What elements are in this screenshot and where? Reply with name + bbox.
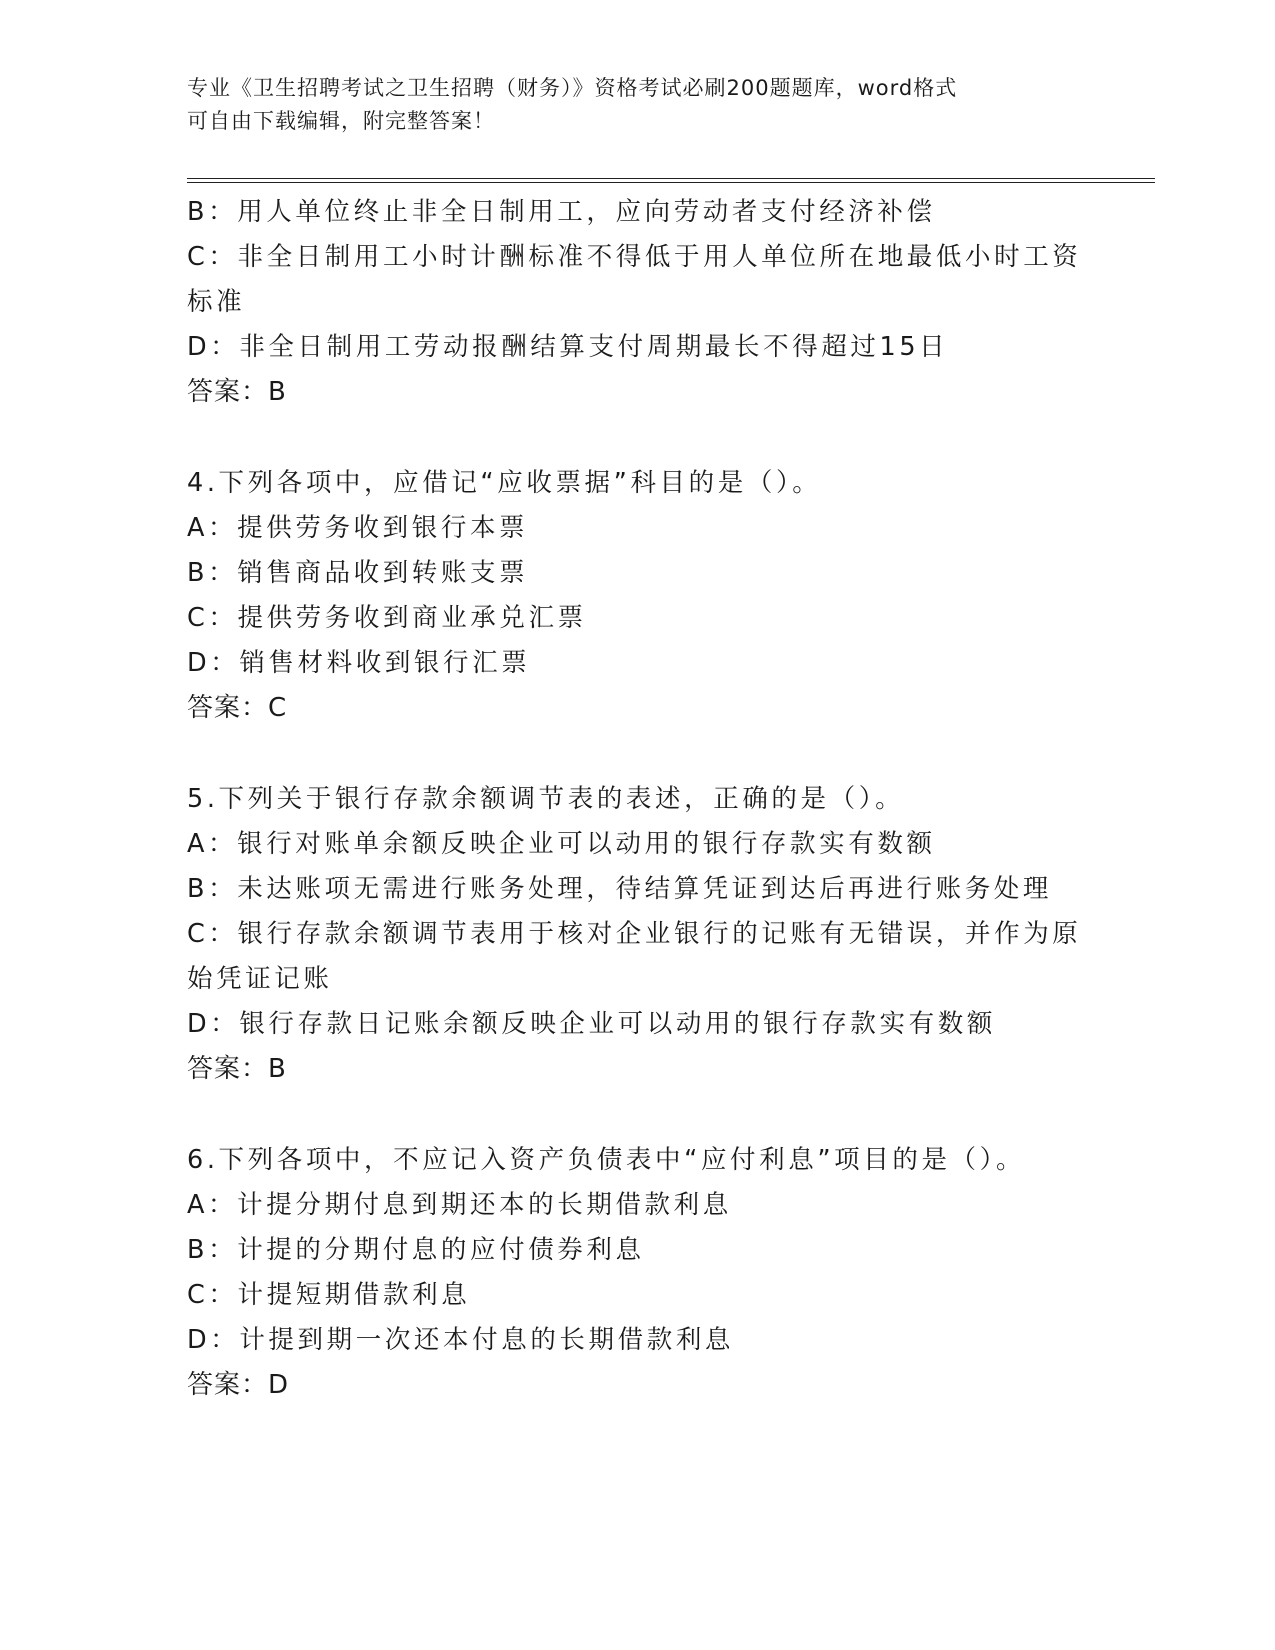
option-line: C：银行存款余额调节表用于核对企业银行的记账有无错误，并作为原 <box>187 919 1082 949</box>
question-stem: 6.下列各项中，不应记入资产负债表中“应付利息”项目的是（）。 <box>187 1145 1026 1175</box>
option-line: 标准 <box>187 287 246 317</box>
question-block-5 <box>187 777 1087 1092</box>
question-list <box>187 190 1087 1408</box>
question-stem: 5.下列关于银行存款余额调节表的表述，正确的是（）。 <box>187 784 905 814</box>
option-line: 始凭证记账 <box>187 964 333 994</box>
option-line: C：计提短期借款利息 <box>187 1280 471 1310</box>
option-line: A：银行对账单余额反映企业可以动用的银行存款实有数额 <box>187 829 936 859</box>
header-line-2: 可自由下载编辑，附完整答案！ <box>187 109 495 133</box>
option-line: D：销售材料收到银行汇票 <box>187 648 531 678</box>
header-divider <box>187 178 1155 183</box>
option-line: B：未达账项无需进行账务处理，待结算凭证到达后再进行账务处理 <box>187 874 1052 904</box>
option-line: B：销售商品收到转账支票 <box>187 558 529 588</box>
answer-line: 答案：B <box>187 1054 287 1084</box>
option-line: A：提供劳务收到银行本票 <box>187 513 529 543</box>
header-line-1: 专业《卫生招聘考试之卫生招聘（财务）》资格考试必刷200题题库，word格式 <box>187 76 958 100</box>
question-block-6 <box>187 1138 1087 1408</box>
option-line: A：计提分期付息到期还本的长期借款利息 <box>187 1190 732 1220</box>
question-block-4 <box>187 461 1087 731</box>
answer-line: 答案：C <box>187 693 288 723</box>
option-line: C：提供劳务收到商业承兑汇票 <box>187 603 587 633</box>
answer-line: 答案：B <box>187 377 287 407</box>
option-line: D：计提到期一次还本付息的长期借款利息 <box>187 1325 735 1355</box>
option-line: C：非全日制用工小时计酬标准不得低于用人单位所在地最低小时工资 <box>187 242 1082 272</box>
answer-line: 答案：D <box>187 1370 290 1400</box>
option-line: B：计提的分期付息的应付债券利息 <box>187 1235 645 1265</box>
option-line: D：银行存款日记账余额反映企业可以动用的银行存款实有数额 <box>187 1009 996 1039</box>
option-line: D：非全日制用工劳动报酬结算支付周期最长不得超过15日 <box>187 332 949 362</box>
question-stem: 4.下列各项中，应借记“应收票据”科目的是（）。 <box>187 468 822 498</box>
question-block-continued <box>187 190 1087 415</box>
document-header <box>187 72 1087 138</box>
option-line: B：用人单位终止非全日制用工，应向劳动者支付经济补偿 <box>187 197 936 227</box>
